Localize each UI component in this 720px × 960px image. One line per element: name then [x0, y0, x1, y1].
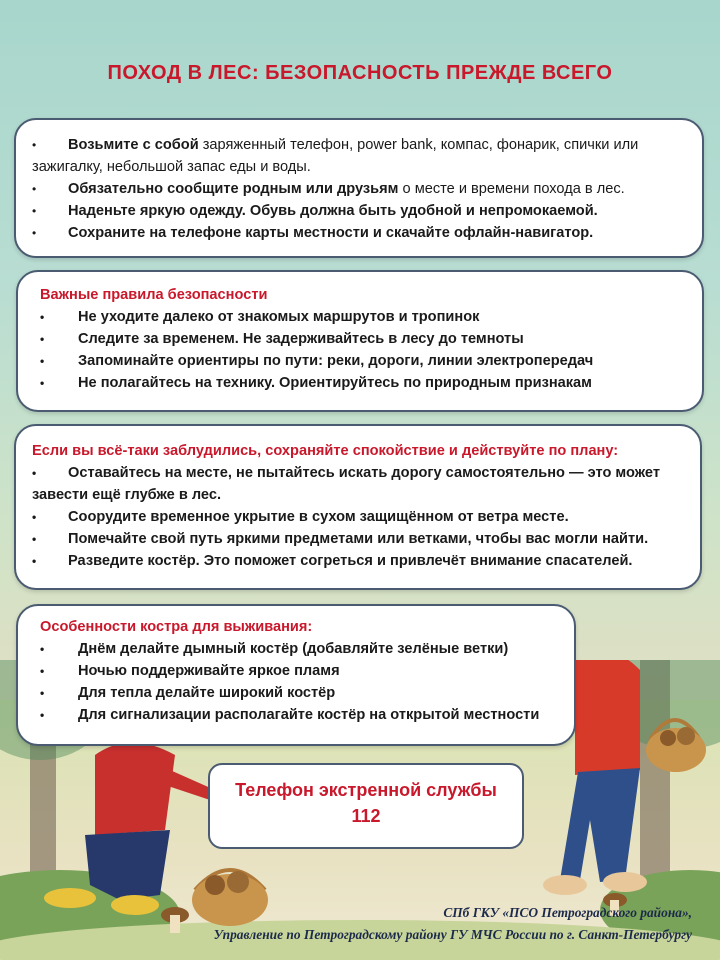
list-item: • Ночью поддерживайте яркое пламя [34, 660, 556, 682]
lost-plan-heading: Если вы всё-таки заблудились, сохраняйте спокойствие и действуйте по плану: [32, 443, 619, 459]
list-item: • Оставайтесь на месте, не пытайтесь искать дорогу самостоятельно — это может завести ещё глубже в лес. [32, 462, 682, 506]
list-item: • Следите за временем. Не задерживайтесь в лесу до темноты [34, 328, 684, 350]
footer-credits [214, 902, 692, 946]
list-item: • Для сигнализации располагайте костёр на открытой местности [34, 704, 556, 726]
footer-line-1: СПб ГКУ «ПСО Петроградского района», [443, 905, 692, 920]
preparation-card [14, 118, 704, 258]
list-item: • Сохраните на телефоне карты местности и скачайте офлайн-навигатор. [32, 222, 684, 244]
emergency-label: Телефон экстренной службы [235, 780, 497, 800]
campfire-list [34, 638, 556, 726]
page-title: ПОХОД В ЛЕС: БЕЗОПАСНОСТЬ ПРЕЖДЕ ВСЕГО [107, 62, 613, 84]
lost-plan-card [14, 424, 702, 590]
list-item: • Возьмите с собой заряженный телефон, power bank, компас, фонарик, спички или зажигалку, небольшой запас еды и воды. [32, 134, 684, 178]
emergency-number: 112 [351, 806, 381, 826]
emergency-phone-box [208, 763, 524, 849]
campfire-card [16, 604, 576, 746]
list-item: • Обязательно сообщите родным или друзьям о месте и времени похода в лес. [32, 178, 684, 200]
list-item: • Помечайте свой путь яркими предметами или ветками, чтобы вас могли найти. [32, 528, 682, 550]
footer-line-2: Управление по Петроградскому району ГУ МЧС России по г. Санкт-Петербургу [213, 927, 692, 942]
preparation-list [32, 134, 684, 244]
safety-rules-list [34, 306, 684, 394]
list-item: • Для тепла делайте широкий костёр [34, 682, 556, 704]
safety-rules-card [16, 270, 704, 412]
campfire-heading: Особенности костра для выживания: [40, 619, 313, 635]
list-item: • Днём делайте дымный костёр (добавляйте зелёные ветки) [34, 638, 556, 660]
list-item: • Разведите костёр. Это поможет согреться и привлечёт внимание спасателей. [32, 550, 682, 572]
lost-plan-list [32, 462, 682, 572]
safety-rules-heading: Важные правила безопасности [40, 287, 268, 303]
list-item: • Запоминайте ориентиры по пути: реки, дороги, линии электропередач [34, 350, 684, 372]
list-item: • Соорудите временное укрытие в сухом защищённом от ветра месте. [32, 506, 682, 528]
list-item: • Наденьте яркую одежду. Обувь должна быть удобной и непромокаемой. [32, 200, 684, 222]
list-item: • Не полагайтесь на технику. Ориентируйтесь по природным признакам [34, 372, 684, 394]
list-item: • Не уходите далеко от знакомых маршрутов и тропинок [34, 306, 684, 328]
